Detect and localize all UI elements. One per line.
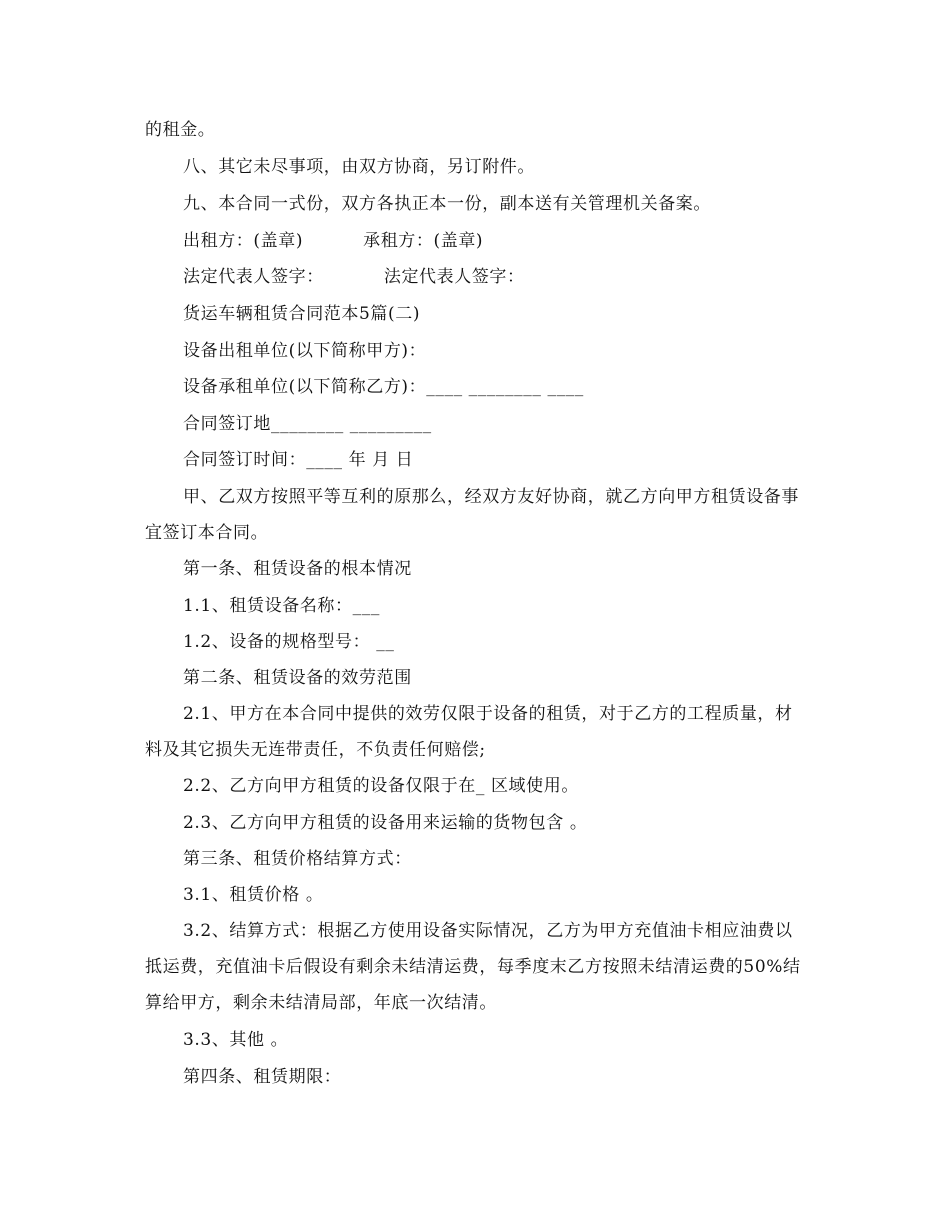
clause-2-3: 2.3、乙方向甲方租赁的设备用来运输的货物包含 。 <box>183 813 588 833</box>
signing-date-field: 合同签订时间：____ 年 月 日 <box>183 450 414 470</box>
preamble-paragraph: 甲、乙双方按照平等互利的原那么，经双方友好协商，就乙方向甲方租赁设备事宜签订本合同。 <box>145 487 799 543</box>
text-line: 的租金。 <box>145 120 216 140</box>
clause-3-3: 3.3、其他 。 <box>183 1030 289 1050</box>
clause-8: 八、其它未尽事项，由双方协商，另订附件。 <box>183 157 535 177</box>
article-1-heading: 第一条、租赁设备的根本情况 <box>183 559 412 579</box>
article-2-heading: 第二条、租赁设备的效劳范围 <box>183 668 412 688</box>
clause-2-2: 2.2、乙方向甲方租赁的设备仅限于在_ 区域使用。 <box>183 776 579 796</box>
article-3-heading: 第三条、租赁价格结算方式： <box>183 849 412 869</box>
clause-1-1: 1.1、租赁设备名称：___ <box>183 596 380 616</box>
signing-place-field: 合同签订地________ _________ <box>183 414 432 434</box>
clause-2-1: 2.1、甲方在本合同中提供的效劳仅限于设备的租赁，对于乙方的工程质量，材料及其它损失无连带责任，不负责任何赔偿; <box>145 704 793 760</box>
clause-3-2: 3.2、结算方式：根据乙方使用设备实际情况，乙方为甲方充值油卡相应油费以抵运费，充值油卡后假设有剩余未结清运费，每季度末乙方按照未结清运费的50%结算给甲方，剩余未结清局部，年底一次结清。 <box>145 921 801 1013</box>
clause-1-2: 1.2、设备的规格型号： __ <box>183 632 395 652</box>
clause-9: 九、本合同一式份，双方各执正本一份，副本送有关管理机关备案。 <box>183 194 711 214</box>
lessee-field: 设备承租单位(以下简称乙方)：____ ________ ____ <box>183 377 584 397</box>
seal-line: 出租方：(盖章) 承租方：(盖章) <box>183 231 484 251</box>
lessor-field: 设备出租单位(以下简称甲方)： <box>183 341 427 361</box>
clause-3-1: 3.1、租赁价格 。 <box>183 885 324 905</box>
signature-line: 法定代表人签字： 法定代表人签字： <box>183 267 525 287</box>
article-4-heading: 第四条、租赁期限： <box>183 1067 342 1087</box>
section-title: 货运车辆租赁合同范本5篇(二) <box>183 304 421 324</box>
